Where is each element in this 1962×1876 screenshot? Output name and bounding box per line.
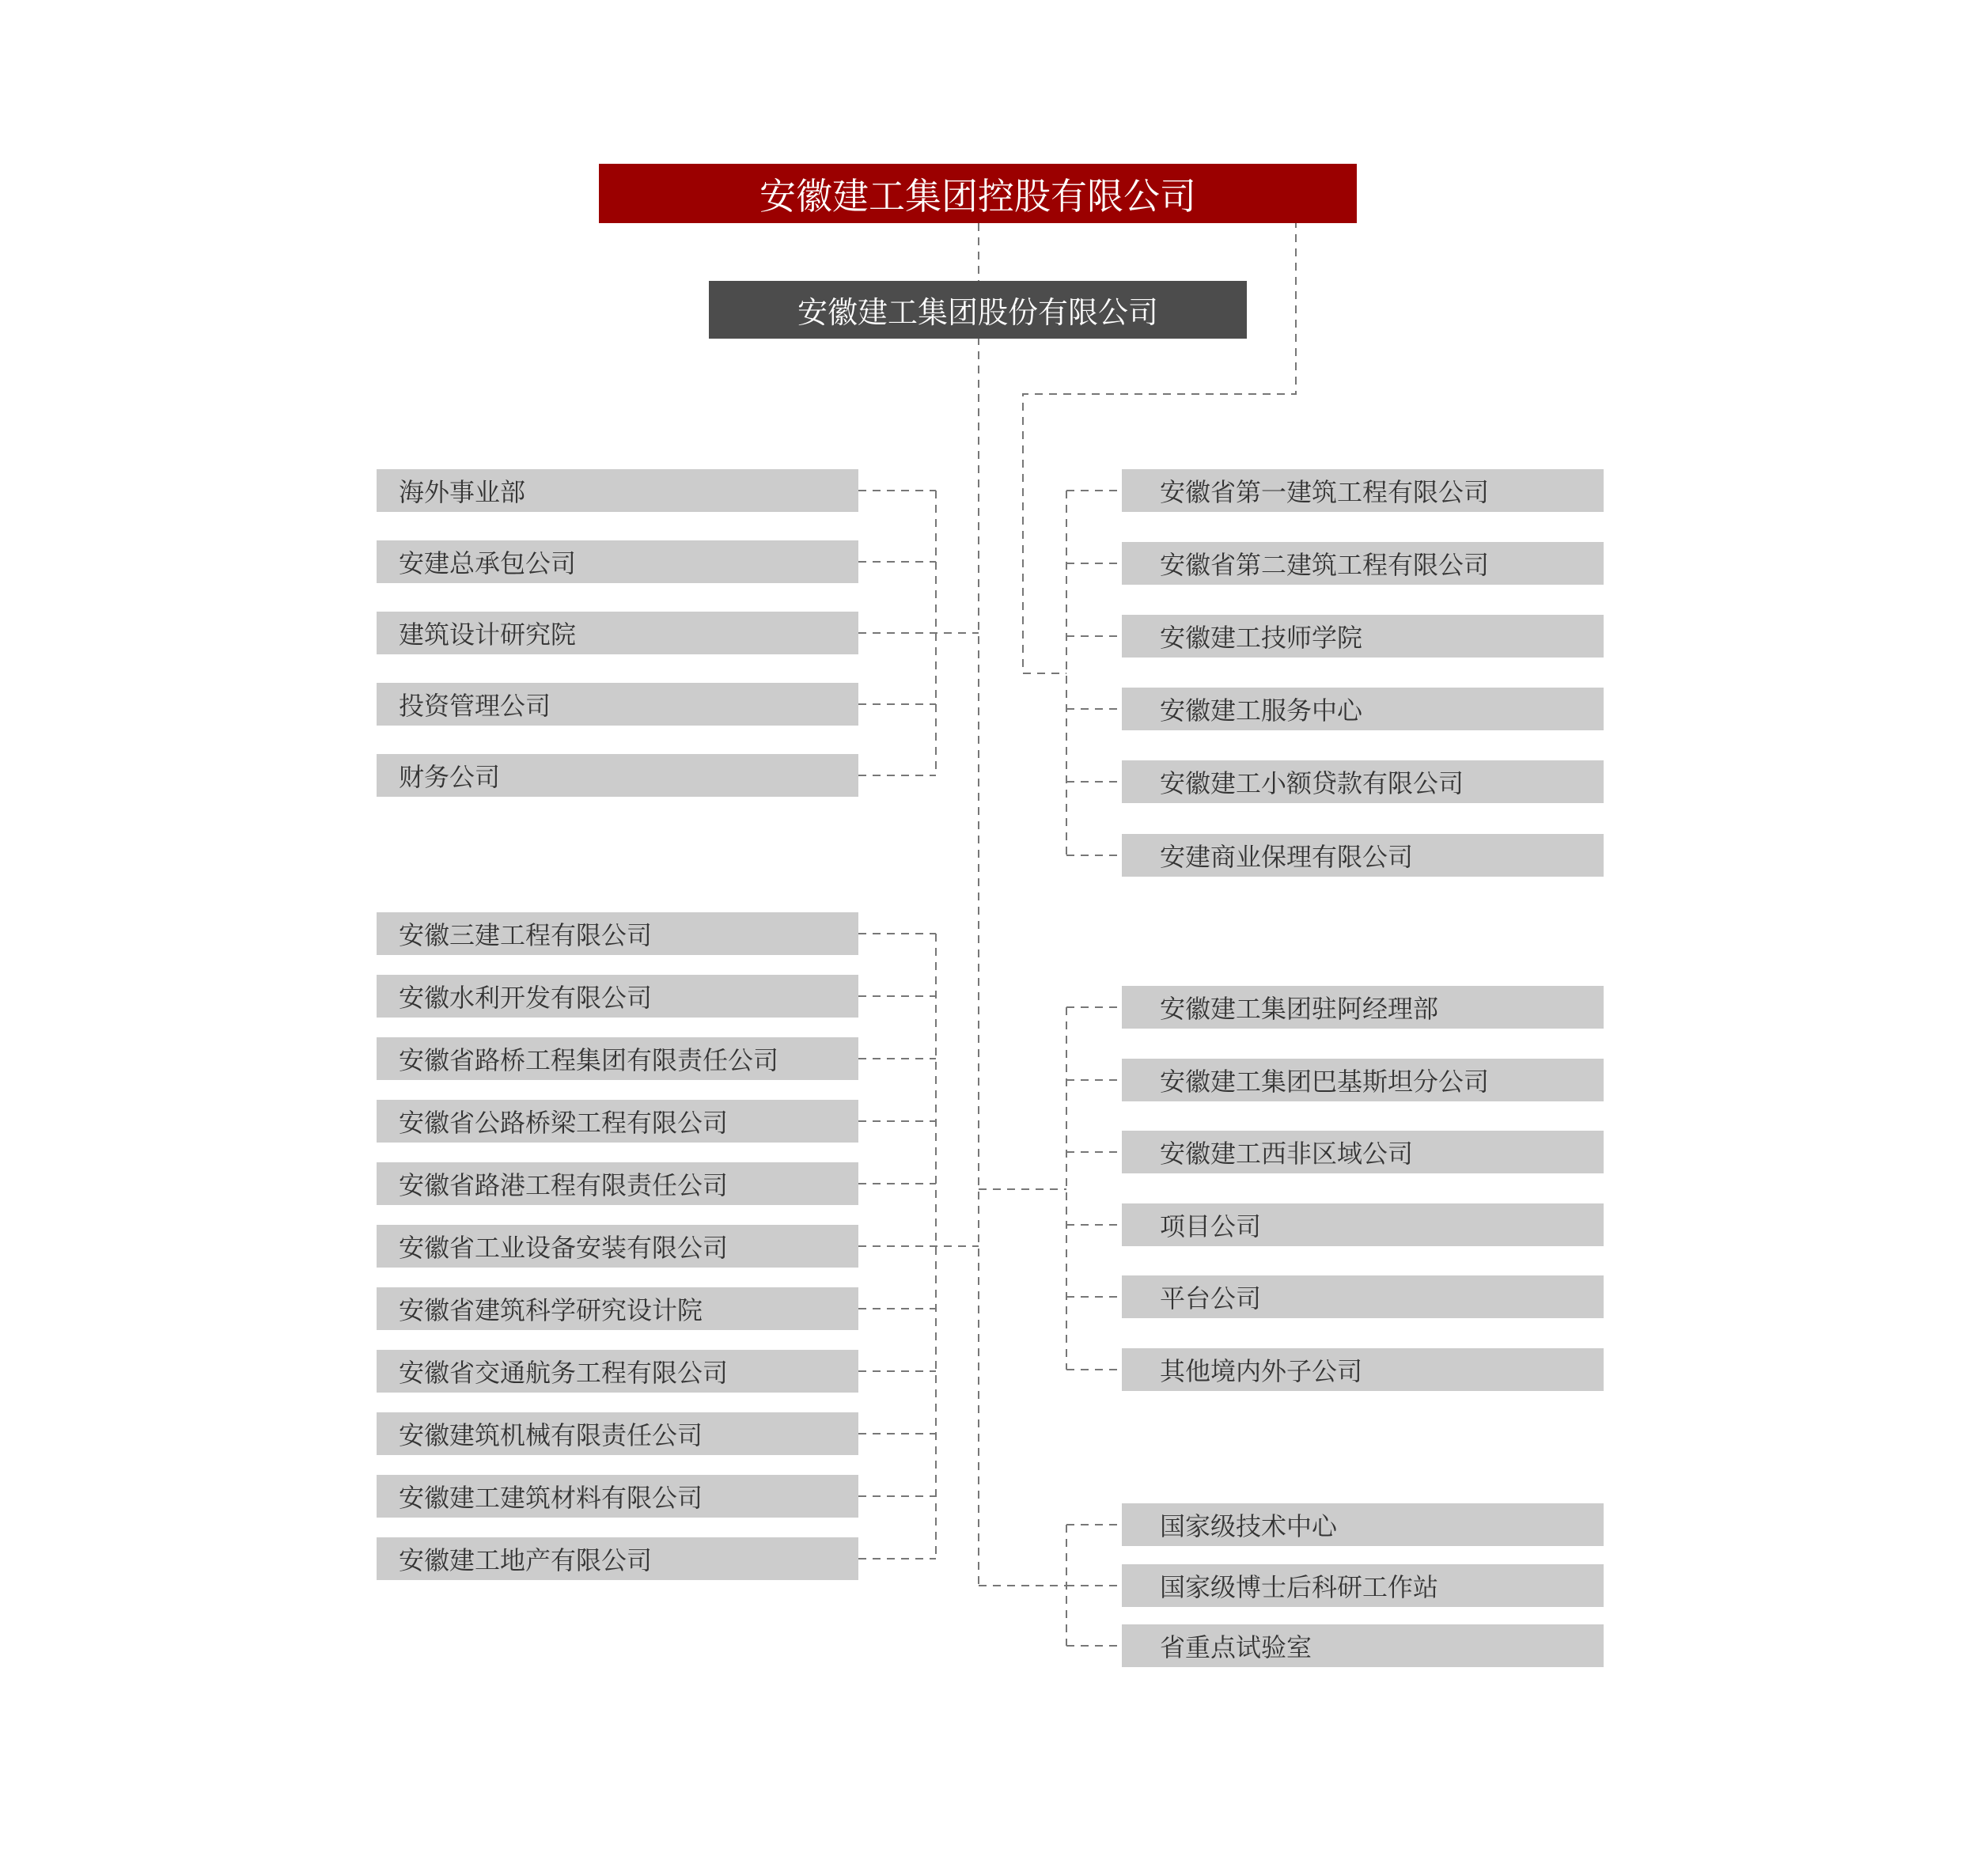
overseas-unit-box xyxy=(1122,1203,1604,1246)
right-unit-box xyxy=(1122,542,1604,585)
subsidiary-label: 安徽省交通航务工程有限公司 xyxy=(399,1358,729,1388)
unit-label: 项目公司 xyxy=(1160,1211,1262,1241)
right-unit-box xyxy=(1122,469,1604,512)
left-subsidiary-box xyxy=(377,1287,858,1330)
left-subsidiary-box xyxy=(377,912,858,955)
unit-label: 安徽建工小额贷款有限公司 xyxy=(1160,768,1464,798)
unit-label: 安徽建工技师学院 xyxy=(1160,623,1363,653)
subsidiary-label: 安徽省工业设备安装有限公司 xyxy=(399,1233,729,1263)
unit-label: 安徽建工集团驻阿经理部 xyxy=(1160,994,1439,1024)
top-company-box xyxy=(599,164,1357,223)
sub-company-label: 安徽建工集团股份有限公司 xyxy=(797,295,1158,330)
left-subsidiary-box xyxy=(377,1225,858,1268)
unit-label: 安建商业保理有限公司 xyxy=(1160,842,1414,872)
right-unit-box xyxy=(1122,760,1604,803)
overseas-unit-box xyxy=(1122,1131,1604,1173)
unit-label: 安徽省第一建筑工程有限公司 xyxy=(1160,477,1490,507)
research-unit-box xyxy=(1122,1503,1604,1546)
left-unit-box xyxy=(377,469,858,512)
unit-label: 海外事业部 xyxy=(399,477,526,507)
subsidiary-label: 安徽三建工程有限公司 xyxy=(399,920,653,950)
left-subsidiary-box xyxy=(377,1162,858,1205)
left-subsidiary-box xyxy=(377,1037,858,1080)
research-unit-box xyxy=(1122,1624,1604,1667)
unit-label: 建筑设计研究院 xyxy=(399,620,577,650)
unit-label: 投资管理公司 xyxy=(399,691,551,721)
unit-label: 国家级技术中心 xyxy=(1160,1511,1338,1541)
unit-label: 安徽建工集团巴基斯坦分公司 xyxy=(1160,1067,1490,1097)
unit-label: 安徽建工服务中心 xyxy=(1160,695,1363,726)
unit-label: 安建总承包公司 xyxy=(399,548,577,578)
left-unit-box xyxy=(377,612,858,654)
overseas-unit-box xyxy=(1122,986,1604,1029)
left-subsidiary-box xyxy=(377,1475,858,1518)
left-subsidiary-box xyxy=(377,1537,858,1580)
subsidiary-label: 安徽省建筑科学研究设计院 xyxy=(399,1295,703,1325)
subsidiary-label: 安徽水利开发有限公司 xyxy=(399,983,653,1013)
unit-label: 国家级博士后科研工作站 xyxy=(1160,1572,1439,1602)
left-subsidiary-box xyxy=(377,1412,858,1455)
sub-company-box xyxy=(709,281,1247,339)
unit-label: 财务公司 xyxy=(399,762,501,792)
left-unit-box xyxy=(377,540,858,583)
right-unit-box xyxy=(1122,834,1604,877)
unit-label: 省重点试验室 xyxy=(1160,1632,1312,1662)
left-unit-box xyxy=(377,754,858,797)
right-unit-box xyxy=(1122,615,1604,658)
subsidiary-label: 安徽省公路桥梁工程有限公司 xyxy=(399,1108,729,1138)
subsidiary-label: 安徽建工建筑材料有限公司 xyxy=(399,1483,703,1513)
subsidiary-label: 安徽建筑机械有限责任公司 xyxy=(399,1420,703,1450)
overseas-unit-box xyxy=(1122,1059,1604,1101)
overseas-unit-box xyxy=(1122,1348,1604,1391)
subsidiary-label: 安徽建工地产有限公司 xyxy=(399,1545,653,1575)
unit-label: 其他境内外子公司 xyxy=(1160,1356,1363,1386)
left-subsidiary-box xyxy=(377,1100,858,1143)
left-subsidiary-box xyxy=(377,1350,858,1393)
left-subsidiary-box xyxy=(377,975,858,1018)
research-unit-box xyxy=(1122,1564,1604,1607)
subsidiary-label: 安徽省路港工程有限责任公司 xyxy=(399,1170,729,1200)
left-unit-box xyxy=(377,683,858,726)
unit-label: 安徽建工西非区域公司 xyxy=(1160,1139,1414,1169)
right-unit-box xyxy=(1122,688,1604,730)
overseas-unit-box xyxy=(1122,1275,1604,1318)
unit-label: 安徽省第二建筑工程有限公司 xyxy=(1160,550,1490,580)
top-company-label: 安徽建工集团控股有限公司 xyxy=(759,174,1196,218)
subsidiary-label: 安徽省路桥工程集团有限责任公司 xyxy=(399,1045,779,1075)
unit-label: 平台公司 xyxy=(1160,1283,1262,1313)
